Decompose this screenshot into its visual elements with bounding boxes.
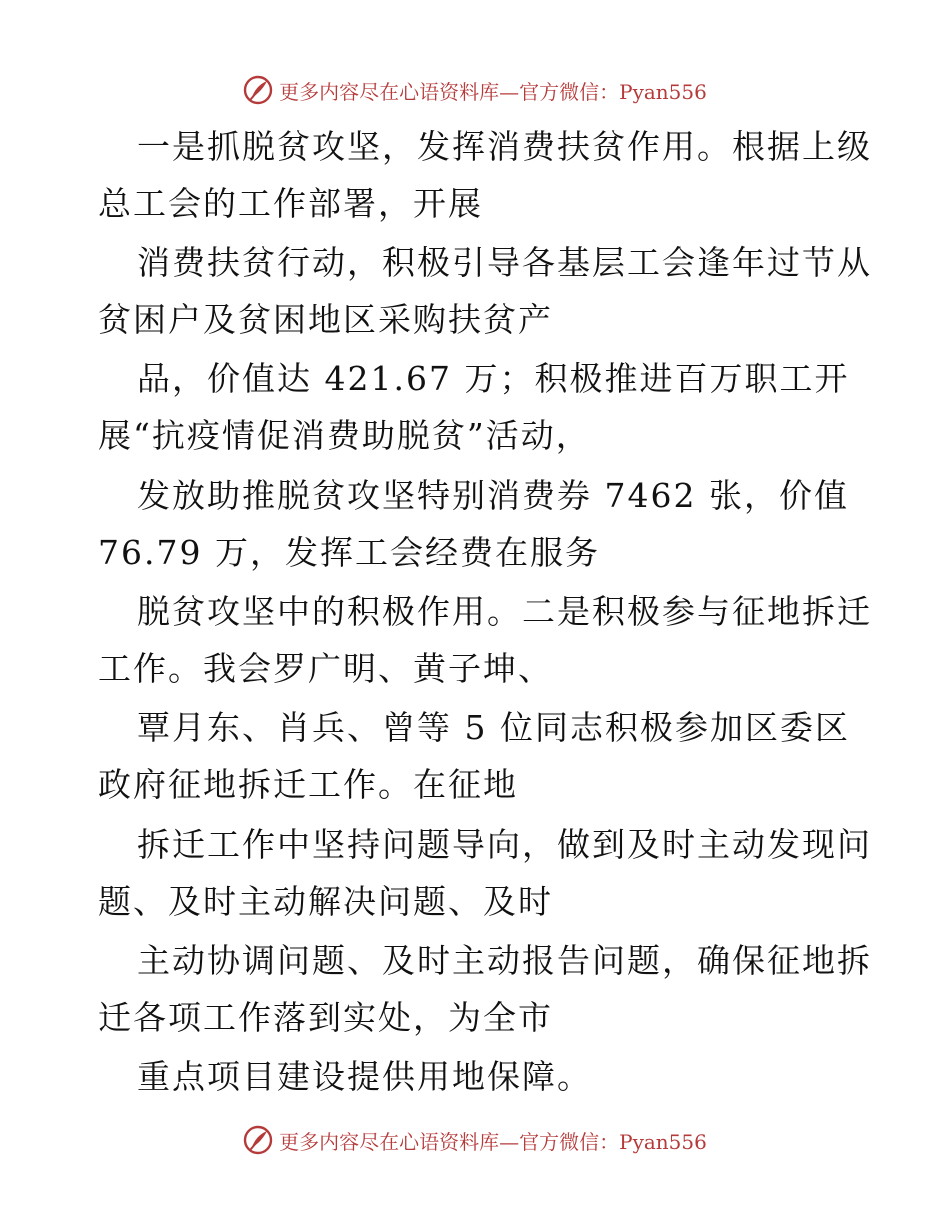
text-line: 一是抓脱贫攻坚，发挥消费扶贫作用。根据上级 [137, 127, 872, 166]
text-line: 76.79 万，发挥工会经费在服务 [98, 533, 600, 572]
header-watermark [0, 72, 950, 108]
watermark-text: 更多内容尽在心语资料库—官方微信：Pyan556 [279, 79, 707, 104]
text-line: 主动协调问题、及时主动报告问题，确保征地拆 [137, 941, 872, 980]
text-line: 展“抗疫情促消费助脱贫”活动， [98, 416, 591, 455]
text-line: 题、及时主动解决问题、及时 [98, 882, 553, 921]
watermark-text: 更多内容尽在心语资料库—官方微信：Pyan556 [279, 1129, 707, 1154]
feather-quill-icon [243, 75, 273, 105]
feather-quill-icon [243, 1125, 273, 1155]
text-line: 迁各项工作落到实处，为全市 [98, 998, 553, 1037]
text-line: 政府征地拆迁工作。在征地 [98, 765, 518, 804]
text-line: 脱贫攻坚中的积极作用。二是积极参与征地拆迁 [137, 592, 872, 631]
footer-watermark [0, 1122, 950, 1158]
text-line: 工作。我会罗广明、黄子坤、 [98, 649, 553, 688]
text-line: 拆迁工作中坚持问题导向，做到及时主动发现问 [137, 825, 872, 864]
text-line: 消费扶贫行动，积极引导各基层工会逢年过节从 [137, 243, 872, 282]
text-line: 品，价值达 421.67 万；积极推进百万职工开 [137, 359, 850, 398]
text-line: 发放助推脱贫攻坚特别消费券 7462 张，价值 [137, 476, 849, 515]
text-line: 总工会的工作部署，开展 [98, 184, 483, 223]
text-line: 贫困户及贫困地区采购扶贫产 [98, 300, 553, 339]
text-line: 覃月东、肖兵、曾等 5 位同志积极参加区委区 [137, 708, 850, 747]
text-line: 重点项目建设提供用地保障。 [137, 1057, 592, 1096]
